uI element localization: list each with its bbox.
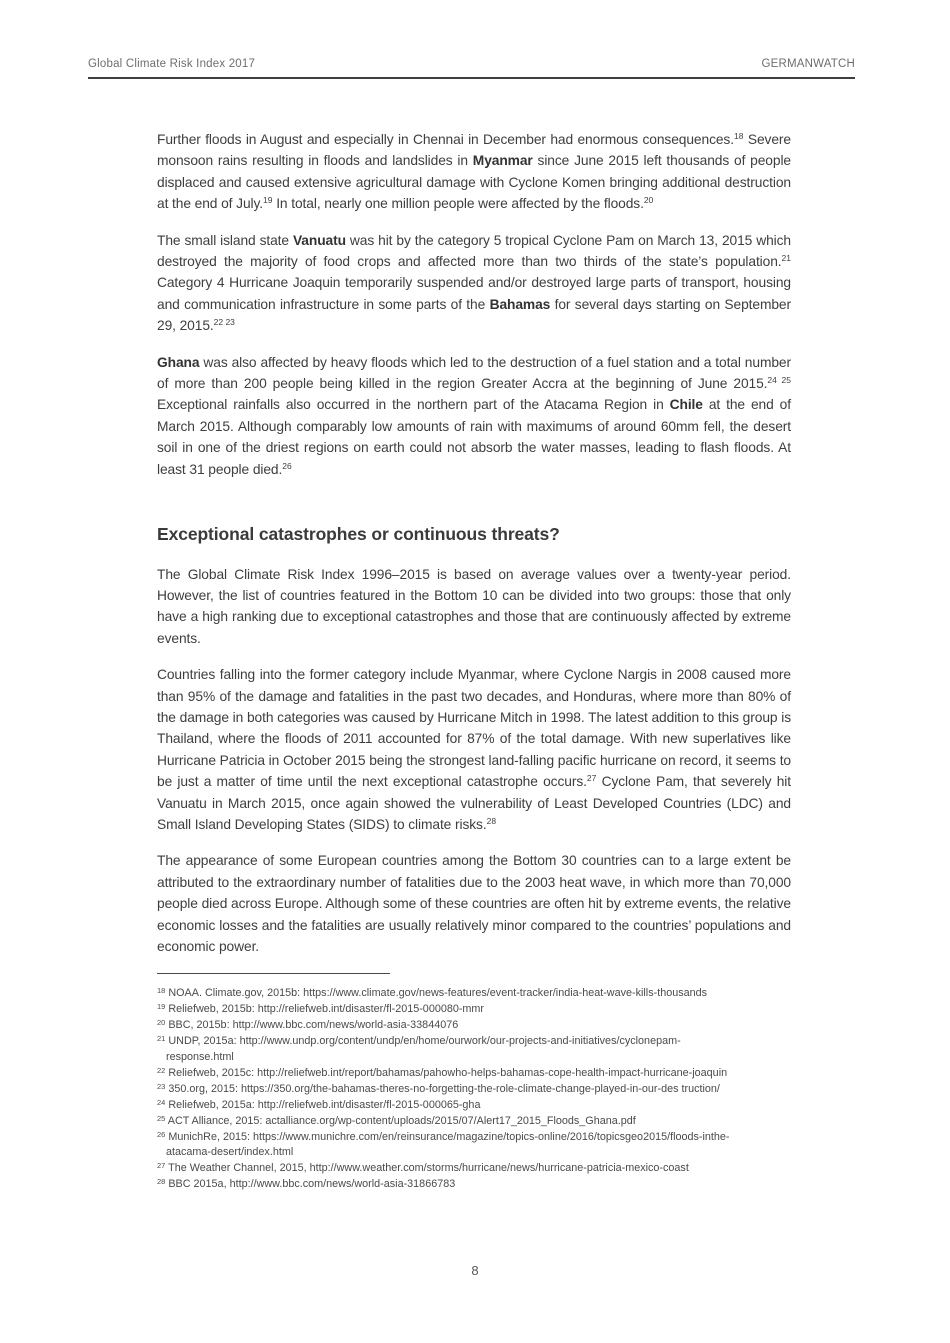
footnote-item	[157, 1082, 791, 1098]
footnote-line: $^{26}$ MunichRe, 2015: https://www.munichre.com/en/reinsurance/magazine/topics-online/2016/topicsgeo2015/floods-inthe-	[157, 1129, 730, 1143]
footnote-item	[157, 1130, 791, 1162]
footnote-line: $^{18}$ NOAA. Climate.gov, 2015b: https://www.climate.gov/news-features/event-tracker/india-heat-wave-kills-thousands	[157, 986, 708, 1000]
footnote-item	[157, 1114, 791, 1130]
footnote-number: 20	[157, 1018, 166, 1028]
footnote-continuation-line: atacama-desert/index.html	[166, 1146, 294, 1159]
footnote-item	[157, 1034, 791, 1066]
text-run: was also affected by heavy floods which led to the destruction of a fuel station and a total number of more than 200 people being killed in the region Greater Accra at the beginning of June 2015.	[157, 354, 791, 392]
paragraph	[157, 850, 791, 957]
footnote-number: 19	[157, 1002, 166, 1012]
footnote-item	[157, 1066, 791, 1082]
footnote-item	[157, 1002, 791, 1018]
footnote-number: 25	[157, 1113, 166, 1123]
text-run: The appearance of some European countries among the Bottom 30 countries can to a large extent be attributed to the extraordinary number of fatalities due to the 2003 heat wave, in which more than 70,000 people died across Europe. Although some of these countries are often hit by extreme events, the relative economic losses and the fatalities are usually relatively minor compared to the countries’ populations and economic power.	[157, 853, 791, 954]
section-heading: Exceptional catastrophes or continuous threats?	[157, 524, 560, 545]
footnote-line: $^{27}$ The Weather Channel, 2015, http://www.weather.com/storms/hurricane/news/hurricane-patricia-mexico-coast	[157, 1161, 689, 1175]
header-rule	[88, 77, 855, 79]
paragraph	[157, 564, 791, 650]
text-run: The Global Climate Risk Index 1996–2015 is based on average values over a twenty-year period. However, the list of countries featured in the Bottom 10 can be divided into two groups: those that only have a high ranking due to exceptional catastrophes and those that are continuously affected by extreme events.	[157, 566, 791, 646]
footnote-line: $^{22}$ Reliefweb, 2015c: http://reliefweb.int/report/bahamas/pahowho-helps-bahamas-cope-health-impact-hurricane-joaquin	[157, 1065, 728, 1079]
footnote-number: 24	[157, 1097, 166, 1107]
footnote-ref: 27	[586, 773, 597, 784]
footnote-number: 26	[157, 1129, 166, 1139]
country-name-bold: Myanmar	[472, 153, 533, 169]
text-run: was hit by the category 5 tropical Cyclone Pam on March 13, 2015 which destroyed the majority of food crops and affected more than two thirds of the state’s population.	[157, 232, 791, 270]
country-name-bold: Ghana	[157, 354, 200, 370]
text-run: Category 4 Hurricane Joaquin temporarily suspended and/or destroyed large parts of transport, housing and communication infrastructure in some parts of the	[157, 275, 791, 312]
footnote-ref: 26	[282, 460, 292, 471]
section-paragraph-group	[157, 564, 791, 958]
text-run: at the end of March 2015. Although comparably low amounts of rain with maximums of around 60mm fell, the desert soil in one of the driest regions on earth could not absorb the water masses, leading to flash floods. At least 31 people died.	[157, 397, 791, 477]
text-run: for several days starting on September 29, 2015.	[157, 296, 791, 334]
footnote-number: 18	[157, 986, 166, 996]
footnote-ref: 20	[643, 195, 654, 206]
text-run: since June 2015 left thousands of people displaced and caused extensive agricultural damage with Cyclone Komen bringing additional destruction at the end of July.	[157, 153, 791, 212]
text-run: Countries falling into the former category include Myanmar, where Cyclone Nargis in 2008 caused more than 95% of the damage and fatalities in the past two decades, and Honduras, where more than 80% of the damage in both categories was caused by Hurricane Mitch in 1998. The latest addition to this group is Thailand, where the floods of 2011 accounted for 87% of the total damage. With new superlatives like Hurricane Patricia in October 2015 being the strongest land-falling pacific hurricane on record, it seems to be just a matter of time until the next exceptional catastrophe occurs.	[157, 667, 791, 790]
footnote-number: 22	[157, 1065, 166, 1075]
footnote-line: $^{23}$ 350.org, 2015: https://350.org/the-bahamas-theres-no-forgetting-the-role-climate-change-played-in-our-des truction/	[157, 1081, 720, 1095]
footnote-item	[157, 1018, 791, 1034]
document-body	[157, 129, 791, 1193]
text-run: In total, nearly one million people were affected by the floods.	[272, 196, 644, 212]
footnote-ref: 18	[733, 131, 744, 141]
footnote-line: $^{28}$ BBC 2015a, http://www.bbc.com/news/world-asia-31866783	[157, 1177, 456, 1191]
footnote-ref: 28	[486, 815, 497, 826]
text-run: Cyclone Pam, that severely hit Vanuatu in March 2015, once again showed the vulnerability of Least Developed Countries (LDC) and Small Island Developing States (SIDS) to climate risks.	[157, 774, 791, 832]
footnote-line: $^{19}$ Reliefweb, 2015b: http://reliefweb.int/disaster/fl-2015-000080-mmr	[157, 1002, 485, 1016]
text-run: The small island state	[157, 232, 293, 248]
country-name-bold: Chile	[669, 397, 703, 413]
footnote-ref: 19	[263, 195, 273, 206]
intro-paragraph-group	[157, 129, 791, 480]
page-header	[88, 58, 855, 70]
footnote-separator	[157, 973, 390, 974]
header-organization: GERMANWATCH	[761, 58, 855, 70]
footnote-item	[157, 1177, 791, 1193]
text-run: Severe monsoon rains resulting in floods and landslides in	[157, 132, 791, 169]
footnote-continuation-line: response.html	[166, 1051, 234, 1064]
footnote-line: $^{25}$ ACT Alliance, 2015: actalliance.org/wp-content/uploads/2015/07/Alert17_2015_Floods_Ghana.pdf	[157, 1113, 636, 1127]
header-report-title: Global Climate Risk Index 2017	[88, 58, 256, 70]
footnote-ref: 22 23	[213, 317, 235, 328]
footnote-number: 27	[157, 1161, 166, 1171]
footnote-number: 23	[157, 1081, 166, 1091]
footnote-item	[157, 1098, 791, 1114]
footnote-number: 28	[157, 1177, 166, 1187]
paragraph	[157, 230, 791, 337]
paragraph	[157, 352, 791, 480]
paragraph	[157, 129, 791, 215]
footnotes-block	[157, 986, 791, 1193]
country-name-bold: Vanuatu	[292, 232, 346, 248]
page-number: 8	[471, 1263, 479, 1278]
footnote-number: 21	[157, 1034, 166, 1044]
footnote-line: $^{20}$ BBC, 2015b: http://www.bbc.com/news/world-asia-33844076	[157, 1018, 459, 1032]
paragraph	[157, 664, 791, 835]
text-run: Further floods in August and especially in Chennai in December had enormous consequences.	[157, 132, 734, 147]
country-name-bold: Bahamas	[489, 296, 551, 312]
text-run: Exceptional rainfalls also occurred in the northern part of the Atacama Region in	[157, 397, 670, 413]
footnote-ref: 24 25	[767, 375, 791, 386]
footnote-item	[157, 986, 791, 1002]
footnote-ref: 21	[781, 253, 791, 264]
footnote-item	[157, 1161, 791, 1177]
footnote-line: $^{24}$ Reliefweb, 2015a: http://reliefweb.int/disaster/fl-2015-000065-gha	[157, 1097, 481, 1111]
footnote-line: $^{21}$ UNDP, 2015a: http://www.undp.org/content/undp/en/home/ourwork/our-projects-and-initiatives/cyclonepam-	[157, 1034, 681, 1048]
